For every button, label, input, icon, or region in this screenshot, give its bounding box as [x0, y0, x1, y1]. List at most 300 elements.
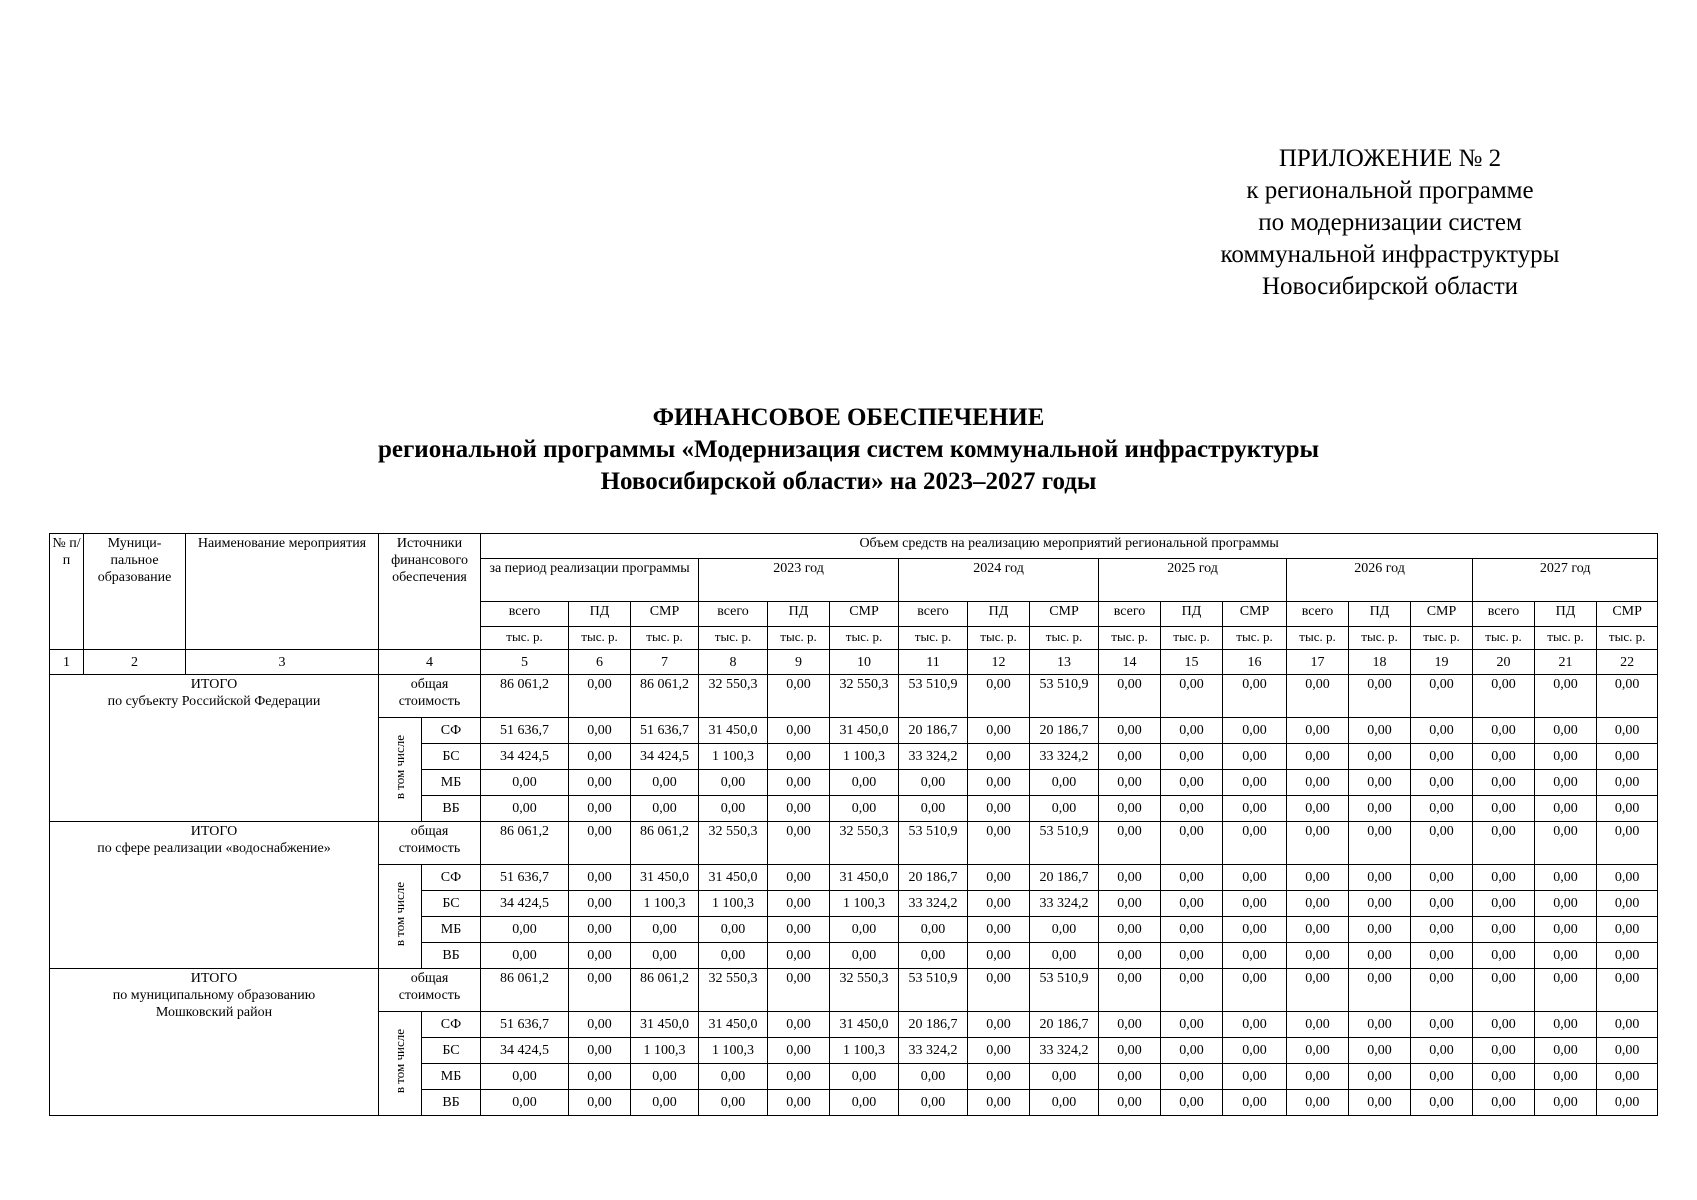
source-code: ВБ [422, 1090, 481, 1116]
value-cell: 0,00 [699, 1090, 768, 1116]
value-cell: 0,00 [1535, 796, 1597, 822]
column-number: 5 [481, 650, 569, 675]
column-number: 21 [1535, 650, 1597, 675]
value-cell: 0,00 [481, 796, 569, 822]
source-code: БС [422, 744, 481, 770]
section-label-line: Мошковский район [155, 1005, 273, 1020]
value-cell: 33 324,2 [899, 1038, 968, 1064]
section-total-row [50, 969, 1658, 1012]
value-cell: 0,00 [1473, 770, 1535, 796]
header-unit: тыс. р. [899, 627, 968, 650]
value-cell: 86 061,2 [481, 675, 569, 718]
column-number: 18 [1349, 650, 1411, 675]
value-cell: 0,00 [1099, 1090, 1161, 1116]
value-cell: 31 450,0 [830, 718, 899, 744]
header-unit: тыс. р. [1411, 627, 1473, 650]
value-cell: 0,00 [1287, 675, 1349, 718]
value-cell: 32 550,3 [699, 969, 768, 1012]
value-cell: 0,00 [1597, 718, 1658, 744]
value-cell: 0,00 [1223, 891, 1287, 917]
value-cell: 86 061,2 [481, 822, 569, 865]
value-cell: 0,00 [1287, 1012, 1349, 1038]
value-cell: 0,00 [1161, 718, 1223, 744]
value-cell: 0,00 [768, 891, 830, 917]
total-cost-label: общая стоимость [379, 822, 481, 865]
value-cell: 31 450,0 [699, 865, 768, 891]
value-cell: 0,00 [1597, 943, 1658, 969]
value-cell: 0,00 [1411, 891, 1473, 917]
value-cell: 0,00 [1535, 744, 1597, 770]
value-cell: 51 636,7 [481, 718, 569, 744]
value-cell: 53 510,9 [899, 969, 968, 1012]
value-cell: 0,00 [631, 770, 699, 796]
value-cell: 0,00 [1099, 969, 1161, 1012]
value-cell: 1 100,3 [699, 891, 768, 917]
value-cell: 0,00 [1099, 796, 1161, 822]
value-cell: 0,00 [1535, 865, 1597, 891]
value-cell: 0,00 [631, 943, 699, 969]
value-cell: 51 636,7 [631, 718, 699, 744]
in-total-text: в том числе [392, 734, 407, 800]
value-cell: 0,00 [1597, 969, 1658, 1012]
value-cell: 0,00 [1535, 1064, 1597, 1090]
value-cell: 32 550,3 [699, 822, 768, 865]
value-cell: 0,00 [1597, 891, 1658, 917]
value-cell: 0,00 [481, 1090, 569, 1116]
appendix-line: к региональной программе [1246, 177, 1534, 204]
value-cell: 0,00 [899, 943, 968, 969]
source-code: БС [422, 891, 481, 917]
column-number: 4 [379, 650, 481, 675]
header-subcol: всего [699, 602, 768, 627]
value-cell: 0,00 [1535, 770, 1597, 796]
column-number: 3 [186, 650, 379, 675]
value-cell: 0,00 [1597, 744, 1658, 770]
value-cell: 20 186,7 [1030, 718, 1099, 744]
value-cell: 0,00 [1030, 796, 1099, 822]
value-cell: 0,00 [1473, 1064, 1535, 1090]
column-number: 15 [1161, 650, 1223, 675]
header-subcol: СМР [830, 602, 899, 627]
section-label [50, 969, 379, 1116]
value-cell: 32 550,3 [830, 675, 899, 718]
value-cell: 0,00 [1223, 1012, 1287, 1038]
value-cell: 0,00 [1473, 1038, 1535, 1064]
column-number: 1 [50, 650, 84, 675]
appendix-line: ПРИЛОЖЕНИЕ № 2 [1278, 145, 1502, 172]
source-code: ВБ [422, 796, 481, 822]
value-cell: 0,00 [1597, 1090, 1658, 1116]
value-cell: 0,00 [1161, 822, 1223, 865]
header-unit: тыс. р. [768, 627, 830, 650]
column-number: 11 [899, 650, 968, 675]
value-cell: 0,00 [899, 917, 968, 943]
value-cell: 0,00 [1099, 943, 1161, 969]
value-cell: 0,00 [569, 1090, 631, 1116]
value-cell: 0,00 [1161, 796, 1223, 822]
value-cell: 0,00 [1597, 865, 1658, 891]
value-cell: 0,00 [1099, 917, 1161, 943]
value-cell: 0,00 [1411, 943, 1473, 969]
header-unit: тыс. р. [1473, 627, 1535, 650]
column-number: 16 [1223, 650, 1287, 675]
value-cell: 0,00 [1597, 796, 1658, 822]
value-cell: 51 636,7 [481, 1012, 569, 1038]
column-number: 8 [699, 650, 768, 675]
value-cell: 34 424,5 [631, 744, 699, 770]
value-cell: 0,00 [631, 1090, 699, 1116]
header-no: № п/п [50, 534, 84, 650]
value-cell: 0,00 [1287, 865, 1349, 891]
value-cell: 32 550,3 [830, 822, 899, 865]
value-cell: 0,00 [1223, 796, 1287, 822]
value-cell: 0,00 [968, 675, 1030, 718]
value-cell: 0,00 [1161, 943, 1223, 969]
value-cell: 0,00 [1030, 917, 1099, 943]
value-cell: 0,00 [768, 1038, 830, 1064]
value-cell: 0,00 [968, 718, 1030, 744]
value-cell: 33 324,2 [1030, 891, 1099, 917]
value-cell: 0,00 [1411, 1038, 1473, 1064]
value-cell: 0,00 [1597, 1038, 1658, 1064]
value-cell: 0,00 [1411, 822, 1473, 865]
source-code: ВБ [422, 943, 481, 969]
value-cell: 0,00 [768, 744, 830, 770]
header-municipality: Муници-пальное образование [84, 534, 186, 650]
column-number: 12 [968, 650, 1030, 675]
value-cell: 0,00 [830, 1090, 899, 1116]
value-cell: 0,00 [1349, 1012, 1411, 1038]
header-subcol: СМР [1411, 602, 1473, 627]
value-cell: 0,00 [1099, 1038, 1161, 1064]
value-cell: 0,00 [1099, 1012, 1161, 1038]
in-total-text: в том числе [392, 881, 407, 947]
value-cell: 0,00 [1099, 822, 1161, 865]
value-cell: 0,00 [830, 770, 899, 796]
value-cell: 0,00 [1411, 917, 1473, 943]
value-cell: 0,00 [1161, 917, 1223, 943]
value-cell: 0,00 [768, 943, 830, 969]
value-cell: 1 100,3 [699, 744, 768, 770]
value-cell: 0,00 [569, 718, 631, 744]
section-label-line: ИТОГО [190, 971, 238, 986]
value-cell: 0,00 [1161, 865, 1223, 891]
title-line: ФИНАНСОВОЕ ОБЕСПЕЧЕНИЕ [652, 404, 1045, 431]
value-cell: 31 450,0 [699, 718, 768, 744]
value-cell: 0,00 [1287, 744, 1349, 770]
column-number: 19 [1411, 650, 1473, 675]
value-cell: 1 100,3 [631, 891, 699, 917]
value-cell: 53 510,9 [1030, 969, 1099, 1012]
header-event: Наименование мероприятия [186, 534, 379, 650]
value-cell: 0,00 [968, 943, 1030, 969]
value-cell: 0,00 [1411, 1012, 1473, 1038]
value-cell: 0,00 [1161, 1012, 1223, 1038]
header-unit: тыс. р. [1349, 627, 1411, 650]
value-cell: 0,00 [768, 822, 830, 865]
value-cell: 0,00 [1223, 943, 1287, 969]
header-subcol: всего [1287, 602, 1349, 627]
section-label-line: ИТОГО [190, 824, 238, 839]
value-cell: 0,00 [1223, 718, 1287, 744]
value-cell: 0,00 [1287, 917, 1349, 943]
value-cell: 53 510,9 [899, 675, 968, 718]
header-subcol: СМР [1030, 602, 1099, 627]
column-number: 20 [1473, 650, 1535, 675]
value-cell: 0,00 [1349, 1064, 1411, 1090]
header-unit: тыс. р. [1099, 627, 1161, 650]
section-label-line: по субъекту Российской Федерации [107, 694, 321, 709]
header-subcol: ПД [569, 602, 631, 627]
value-cell: 0,00 [1030, 770, 1099, 796]
value-cell: 0,00 [1473, 943, 1535, 969]
value-cell: 0,00 [768, 1064, 830, 1090]
value-cell: 0,00 [1349, 744, 1411, 770]
header-unit: тыс. р. [1287, 627, 1349, 650]
value-cell: 0,00 [768, 865, 830, 891]
value-cell: 0,00 [1411, 1090, 1473, 1116]
value-cell: 0,00 [768, 917, 830, 943]
total-cost-label: общая стоимость [379, 969, 481, 1012]
appendix-line: коммунальной инфраструктуры [1220, 241, 1560, 268]
header-period: 2026 год [1287, 559, 1473, 602]
source-code: МБ [422, 1064, 481, 1090]
value-cell: 0,00 [481, 943, 569, 969]
value-cell: 0,00 [1349, 718, 1411, 744]
value-cell: 0,00 [1287, 822, 1349, 865]
header-unit: тыс. р. [569, 627, 631, 650]
value-cell: 33 324,2 [899, 744, 968, 770]
section-total-row [50, 822, 1658, 865]
value-cell: 0,00 [1287, 796, 1349, 822]
header-period: за период реализации программы [481, 559, 699, 602]
section-label [50, 822, 379, 969]
value-cell: 51 636,7 [481, 865, 569, 891]
value-cell: 0,00 [1473, 796, 1535, 822]
value-cell: 32 550,3 [699, 675, 768, 718]
header-subcol: ПД [1161, 602, 1223, 627]
value-cell: 0,00 [1535, 718, 1597, 744]
header-subcol: СМР [1597, 602, 1658, 627]
header-source: Источники финансового обеспечения [379, 534, 481, 650]
value-cell: 0,00 [1099, 891, 1161, 917]
value-cell: 0,00 [1535, 1012, 1597, 1038]
value-cell: 0,00 [968, 1012, 1030, 1038]
value-cell: 0,00 [768, 1090, 830, 1116]
value-cell: 0,00 [899, 770, 968, 796]
value-cell: 0,00 [1349, 770, 1411, 796]
value-cell: 86 061,2 [481, 969, 569, 1012]
column-number: 13 [1030, 650, 1099, 675]
value-cell: 0,00 [699, 917, 768, 943]
value-cell: 0,00 [968, 865, 1030, 891]
value-cell: 1 100,3 [830, 1038, 899, 1064]
in-total-label [379, 718, 422, 822]
value-cell: 0,00 [1597, 770, 1658, 796]
value-cell: 0,00 [1287, 1064, 1349, 1090]
value-cell: 0,00 [1411, 770, 1473, 796]
value-cell: 1 100,3 [699, 1038, 768, 1064]
source-code: СФ [422, 865, 481, 891]
total-cost-label: общая стоимость [379, 675, 481, 718]
value-cell: 0,00 [1349, 865, 1411, 891]
value-cell: 86 061,2 [631, 675, 699, 718]
source-code: МБ [422, 917, 481, 943]
value-cell: 0,00 [1030, 1090, 1099, 1116]
value-cell: 0,00 [1597, 917, 1658, 943]
value-cell: 0,00 [1473, 969, 1535, 1012]
value-cell: 0,00 [1223, 1064, 1287, 1090]
value-cell: 0,00 [1161, 969, 1223, 1012]
value-cell: 20 186,7 [899, 718, 968, 744]
value-cell: 0,00 [1099, 1064, 1161, 1090]
value-cell: 0,00 [569, 891, 631, 917]
value-cell: 0,00 [1349, 943, 1411, 969]
value-cell: 0,00 [1223, 1090, 1287, 1116]
header-unit: тыс. р. [1597, 627, 1658, 650]
value-cell: 0,00 [968, 796, 1030, 822]
value-cell: 0,00 [768, 770, 830, 796]
value-cell: 0,00 [1535, 822, 1597, 865]
value-cell: 0,00 [1161, 1064, 1223, 1090]
value-cell: 0,00 [569, 770, 631, 796]
title-line: региональной программы «Модернизация систем коммунальной инфраструктуры [377, 436, 1320, 463]
value-cell: 33 324,2 [899, 891, 968, 917]
in-total-label [379, 865, 422, 969]
value-cell: 0,00 [768, 796, 830, 822]
value-cell: 53 510,9 [899, 822, 968, 865]
value-cell: 0,00 [1473, 1090, 1535, 1116]
value-cell: 0,00 [1411, 969, 1473, 1012]
value-cell: 0,00 [631, 1064, 699, 1090]
value-cell: 0,00 [1597, 822, 1658, 865]
column-number: 2 [84, 650, 186, 675]
value-cell: 0,00 [569, 865, 631, 891]
header-subcol: всего [1099, 602, 1161, 627]
header-unit: тыс. р. [968, 627, 1030, 650]
value-cell: 0,00 [1030, 1064, 1099, 1090]
value-cell: 0,00 [1223, 744, 1287, 770]
appendix-heading [1120, 143, 1660, 303]
value-cell: 0,00 [830, 917, 899, 943]
value-cell: 0,00 [1223, 1038, 1287, 1064]
value-cell: 31 450,0 [830, 1012, 899, 1038]
value-cell: 0,00 [1411, 796, 1473, 822]
value-cell: 0,00 [631, 917, 699, 943]
value-cell: 0,00 [1287, 1038, 1349, 1064]
value-cell: 0,00 [1099, 865, 1161, 891]
value-cell: 0,00 [1535, 1038, 1597, 1064]
value-cell: 0,00 [569, 796, 631, 822]
document-title [0, 402, 1697, 498]
header-unit: тыс. р. [699, 627, 768, 650]
value-cell: 0,00 [1223, 675, 1287, 718]
value-cell: 31 450,0 [830, 865, 899, 891]
value-cell: 0,00 [768, 1012, 830, 1038]
value-cell: 0,00 [1535, 943, 1597, 969]
value-cell: 0,00 [1030, 943, 1099, 969]
header-unit: тыс. р. [1223, 627, 1287, 650]
value-cell: 0,00 [1287, 1090, 1349, 1116]
header-subcol: СМР [631, 602, 699, 627]
value-cell: 0,00 [1099, 675, 1161, 718]
value-cell: 0,00 [1349, 1090, 1411, 1116]
value-cell: 34 424,5 [481, 744, 569, 770]
source-code: МБ [422, 770, 481, 796]
value-cell: 0,00 [1287, 943, 1349, 969]
column-number: 7 [631, 650, 699, 675]
header-numbers-row [50, 650, 1658, 675]
value-cell: 86 061,2 [631, 822, 699, 865]
value-cell: 0,00 [699, 1064, 768, 1090]
value-cell: 0,00 [1473, 744, 1535, 770]
value-cell: 0,00 [768, 675, 830, 718]
header-unit: тыс. р. [631, 627, 699, 650]
value-cell: 0,00 [1473, 718, 1535, 744]
value-cell: 0,00 [481, 917, 569, 943]
source-code: СФ [422, 1012, 481, 1038]
column-number: 17 [1287, 650, 1349, 675]
header-unit: тыс. р. [830, 627, 899, 650]
column-number: 22 [1597, 650, 1658, 675]
value-cell: 0,00 [968, 1038, 1030, 1064]
value-cell: 0,00 [1223, 969, 1287, 1012]
header-unit: тыс. р. [481, 627, 569, 650]
header-subcol: всего [1473, 602, 1535, 627]
source-code: БС [422, 1038, 481, 1064]
value-cell: 0,00 [1349, 969, 1411, 1012]
header-subcol: ПД [768, 602, 830, 627]
value-cell: 86 061,2 [631, 969, 699, 1012]
value-cell: 0,00 [1597, 1064, 1658, 1090]
header-unit: тыс. р. [1030, 627, 1099, 650]
value-cell: 0,00 [481, 1064, 569, 1090]
header-period: 2023 год [699, 559, 899, 602]
table-body [50, 534, 1658, 1116]
value-cell: 0,00 [1349, 891, 1411, 917]
value-cell: 0,00 [1349, 675, 1411, 718]
value-cell: 0,00 [1099, 744, 1161, 770]
column-number: 6 [569, 650, 631, 675]
header-subcol: СМР [1223, 602, 1287, 627]
value-cell: 0,00 [968, 744, 1030, 770]
header-period: 2025 год [1099, 559, 1287, 602]
value-cell: 31 450,0 [631, 1012, 699, 1038]
value-cell: 0,00 [968, 917, 1030, 943]
value-cell: 0,00 [1535, 1090, 1597, 1116]
value-cell: 20 186,7 [899, 1012, 968, 1038]
value-cell: 0,00 [569, 917, 631, 943]
value-cell: 0,00 [1287, 718, 1349, 744]
value-cell: 0,00 [1473, 675, 1535, 718]
value-cell: 0,00 [1161, 770, 1223, 796]
value-cell: 0,00 [1473, 891, 1535, 917]
title-line: Новосибирской области» на 2023–2027 годы [600, 468, 1097, 495]
value-cell: 0,00 [968, 1090, 1030, 1116]
value-cell: 31 450,0 [699, 1012, 768, 1038]
section-label-line: по муниципальному образованию [112, 988, 316, 1003]
value-cell: 0,00 [968, 1064, 1030, 1090]
value-cell: 0,00 [569, 969, 631, 1012]
value-cell: 0,00 [830, 1064, 899, 1090]
value-cell: 0,00 [1349, 796, 1411, 822]
appendix-line: Новосибирской области [1261, 273, 1519, 300]
header-unit: тыс. р. [1161, 627, 1223, 650]
value-cell: 0,00 [699, 943, 768, 969]
value-cell: 0,00 [1287, 969, 1349, 1012]
value-cell: 0,00 [1473, 822, 1535, 865]
value-cell: 33 324,2 [1030, 1038, 1099, 1064]
